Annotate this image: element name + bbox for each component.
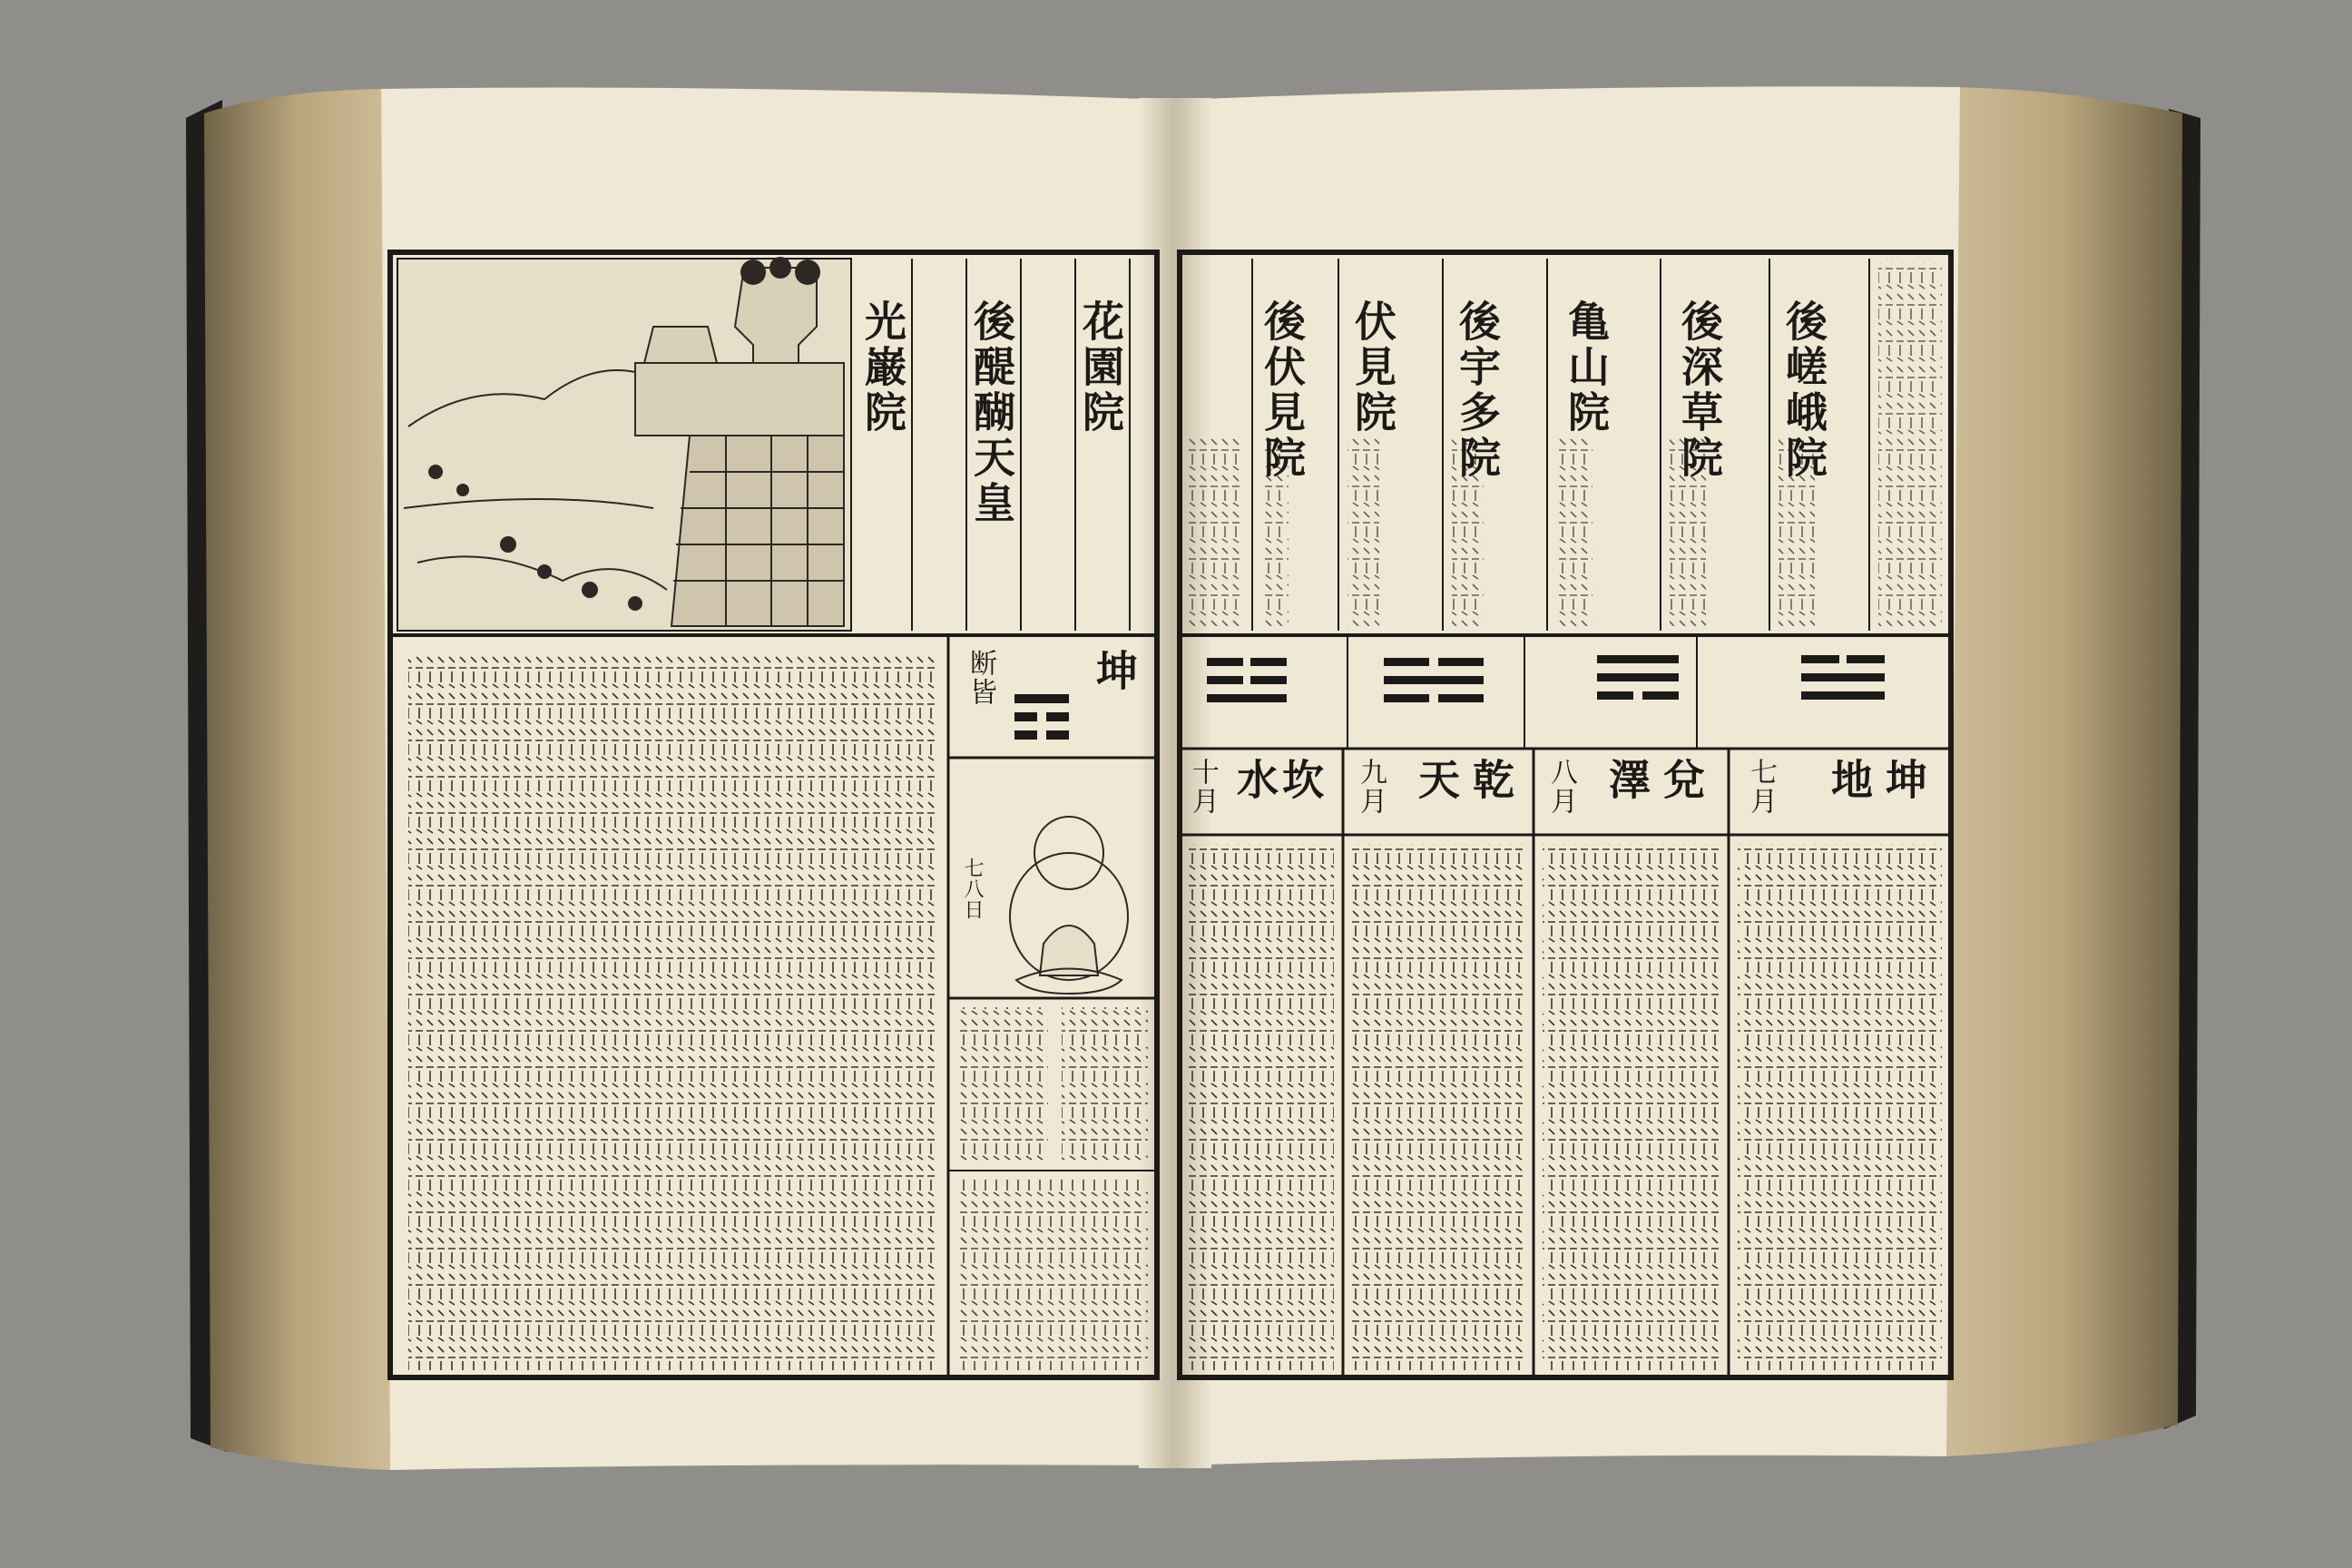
emperor-name-kameyama: 亀山院 [1562,299,1611,436]
trigram-kan-kanji: 坎 [1276,758,1325,803]
emperor-name-hanazono: 花園院 [1076,299,1125,436]
month-label-9: 九月 [1355,758,1387,816]
trigram-da-kanji: 兌 [1657,758,1706,803]
trigram-kun-kanji: 坤 [1879,758,1928,803]
trigram-kun-reading: 地 [1825,758,1874,803]
emperor-name-gouda: 後宇多院 [1453,299,1502,481]
emperor-name-gofukakusa: 後深草院 [1675,299,1724,481]
trigram-ken-reading: 天 [1412,758,1461,803]
emperor-name-gofushimi: 後伏見院 [1258,299,1307,481]
month-label-7: 七月 [1745,758,1777,816]
emperor-name-gosaga: 後嵯峨院 [1779,299,1828,481]
trigram-ken-kanji: 乾 [1466,758,1515,803]
month-label-8: 八月 [1545,758,1577,816]
emperor-name-fushimi: 伏見院 [1348,299,1397,436]
birth-date-label: 七八日 [961,858,984,920]
emperor-name-kogon: 光巌院 [858,299,907,436]
emperor-name-godaigo: 後醍醐天皇 [967,299,1016,526]
fortune-label: 断皆 [965,649,996,707]
trigram-da-reading: 澤 [1602,758,1651,803]
trigram-kan-reading: 水 [1230,758,1279,803]
left-trigram-heading: 坤 [1090,649,1139,694]
month-label-10: 十月 [1187,758,1219,816]
